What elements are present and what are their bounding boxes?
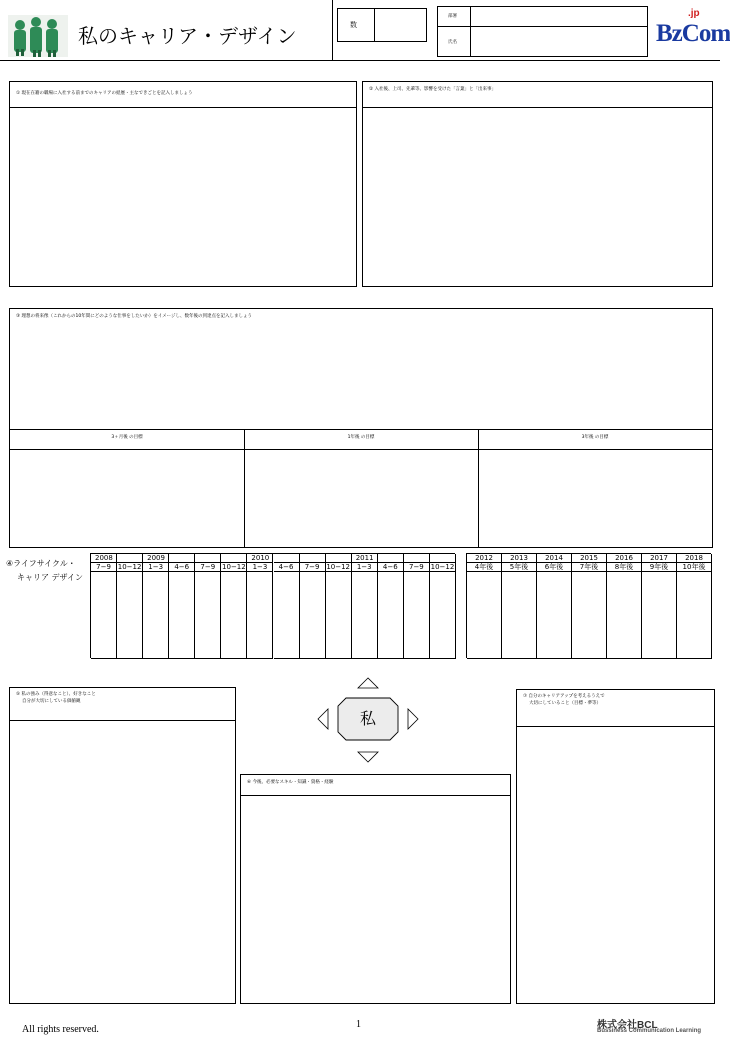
goal-3-years-label: 3年後 の目標 [581, 435, 609, 440]
section-1-box [9, 81, 357, 287]
timeline-right-table [466, 553, 711, 658]
section-6-box [240, 774, 511, 1004]
timeline-entry-cell[interactable] [352, 572, 378, 659]
timeline-entry-cell[interactable] [274, 572, 300, 659]
timeline-entry-cell[interactable] [300, 572, 326, 659]
company-subtitle: Bussiness Communication Learning [597, 1028, 702, 1034]
timeline-year-cell: 2013 [502, 554, 537, 563]
timeline-quarter-cell: 7−9 [91, 563, 117, 572]
section-5-box [9, 687, 236, 1004]
section-6-input[interactable] [241, 796, 510, 1003]
timeline-year-cell: 2014 [537, 554, 572, 563]
logo-text: BzCom [656, 20, 730, 47]
timeline-year-cell: 2016 [607, 554, 642, 563]
section-2-box [362, 81, 713, 287]
section-7-input[interactable] [517, 727, 714, 1003]
timeline-entry-cell[interactable] [117, 572, 143, 659]
number-box [337, 8, 427, 42]
timeline-year-cell [430, 554, 456, 563]
timeline-entry-cell[interactable] [221, 572, 247, 659]
timeline-quarter-cell: 4−6 [169, 563, 195, 572]
timeline-age-cell: 7年後 [572, 563, 607, 572]
timeline-entry-cell[interactable] [467, 572, 502, 659]
timeline-year-cell: 2012 [467, 554, 502, 563]
timeline-left-table [90, 553, 455, 658]
goal-1-year-label: 1年後 の目標 [347, 435, 375, 440]
bzcom-logo [656, 8, 730, 54]
section-7-label: ⑦ 自分のキャリアアップを考えるうえで [523, 694, 605, 699]
goal-3-months-input[interactable] [10, 450, 244, 547]
timeline-entry-cell[interactable] [143, 572, 169, 659]
timeline-age-cell: 10年後 [677, 563, 712, 572]
timeline-quarter-cell: 1−3 [143, 563, 169, 572]
timeline-year-cell [221, 554, 247, 563]
timeline-entry-cell[interactable] [404, 572, 430, 659]
section-3-box [9, 308, 713, 548]
section-1-input[interactable] [10, 108, 356, 286]
timeline-age-cell: 9年後 [642, 563, 677, 572]
section-4-label: ④ライフサイクル・ [6, 559, 76, 568]
section-1-label: ① 現在在籍の職場に入社する前までのキャリアの経歴・主なできごとを記入しましょう [16, 91, 193, 96]
timeline-quarter-cell: 4−6 [378, 563, 404, 572]
timeline-entry-cell[interactable] [502, 572, 537, 659]
timeline-year-cell [117, 554, 143, 563]
timeline-entry-cell[interactable] [537, 572, 572, 659]
timeline-entry-cell[interactable] [607, 572, 642, 659]
people-logo-icon [8, 13, 68, 57]
timeline-age-cell: 5年後 [502, 563, 537, 572]
timeline-entry-cell[interactable] [91, 572, 117, 659]
timeline-year-cell [169, 554, 195, 563]
timeline-year-cell: 2018 [677, 554, 712, 563]
timeline-year-cell [404, 554, 430, 563]
section-3-label: ③ 理想の将来像（これからの10年間にどのような仕事をしたいか）をイメージし、数年後の到達点を記入しましょう [16, 314, 253, 319]
number-label: 数 [350, 21, 357, 29]
timeline-year-cell: 2010 [247, 554, 273, 563]
timeline-quarter-cell: 7−9 [300, 563, 326, 572]
goal-3-months-label: 3ヶ月後 の目標 [111, 435, 143, 440]
section-3-input[interactable] [10, 323, 712, 429]
name-label: 氏名 [448, 40, 457, 45]
timeline-quarter-cell: 7−9 [404, 563, 430, 572]
timeline-year-cell [300, 554, 326, 563]
section-5-label-2: 自分が大切にしている価値観 [22, 699, 81, 704]
rights-text: All rights reserved. [22, 1024, 99, 1035]
header-divider [332, 0, 333, 60]
logo-suffix: .jp [688, 8, 700, 19]
timeline-entry-cell[interactable] [378, 572, 404, 659]
timeline-year-cell [195, 554, 221, 563]
section-4-label-2: キャリア デザイン [17, 573, 83, 582]
timeline-quarter-cell: 10−12 [430, 563, 455, 571]
header-bottom-line [0, 60, 720, 61]
section-5-label: ⑤ 私の強み（得意なこと）、好きなこと [16, 692, 96, 697]
timeline-entry-cell[interactable] [247, 572, 273, 659]
timeline-quarter-cell: 1−3 [247, 563, 273, 572]
timeline-year-cell [274, 554, 300, 563]
timeline-year-cell: 2008 [91, 554, 117, 563]
timeline-year-cell: 2009 [143, 554, 169, 563]
timeline-entry-cell[interactable] [572, 572, 607, 659]
name-field[interactable] [471, 27, 647, 56]
timeline-entry-cell[interactable] [195, 572, 221, 659]
timeline-age-cell: 6年後 [537, 563, 572, 572]
timeline-year-cell [326, 554, 352, 563]
timeline-entry-cell[interactable] [677, 572, 712, 659]
me-label: 私 [359, 709, 376, 728]
timeline-entry-cell[interactable] [169, 572, 195, 659]
timeline-quarter-cell: 10−12 [222, 563, 246, 571]
info-box [437, 6, 648, 57]
goal-1-year-input[interactable] [245, 450, 478, 547]
timeline-entry-cell[interactable] [430, 572, 456, 659]
department-label: 部署 [448, 14, 457, 19]
section-6-label: ⑥ 今後、必要なスキル・知識・資格・経験 [247, 780, 334, 785]
section-2-input[interactable] [363, 108, 712, 286]
timeline-year-cell: 2011 [352, 554, 378, 563]
timeline-quarter-cell: 1−3 [352, 563, 378, 572]
timeline-age-cell: 4年後 [467, 563, 502, 572]
page-number: 1 [356, 1019, 361, 1030]
timeline-entry-cell[interactable] [642, 572, 677, 659]
timeline-quarter-cell: 10−12 [117, 563, 142, 571]
goal-3-years-input[interactable] [479, 450, 712, 547]
department-field[interactable] [471, 7, 647, 26]
center-me-diagram [312, 676, 424, 764]
timeline-quarter-cell: 10−12 [326, 563, 351, 571]
timeline-year-cell [378, 554, 404, 563]
timeline-quarter-cell: 7−9 [195, 563, 221, 572]
timeline-age-cell: 8年後 [607, 563, 642, 572]
section-7-box [516, 689, 715, 1004]
section-5-input[interactable] [10, 721, 235, 1003]
section-2-label: ② 入社後、上司、先輩等、影響を受けた「言葉」と「出来事」 [369, 87, 496, 92]
section-7-label-2: 大切にしていること（目標・夢等） [529, 701, 601, 706]
timeline-year-cell: 2017 [642, 554, 677, 563]
company-name: 株式会社BCL [597, 1020, 658, 1031]
timeline-entry-cell[interactable] [326, 572, 352, 659]
timeline-quarter-cell: 4−6 [274, 563, 300, 572]
page-title: 私のキャリア・デザイン [78, 24, 297, 48]
timeline-year-cell: 2015 [572, 554, 607, 563]
